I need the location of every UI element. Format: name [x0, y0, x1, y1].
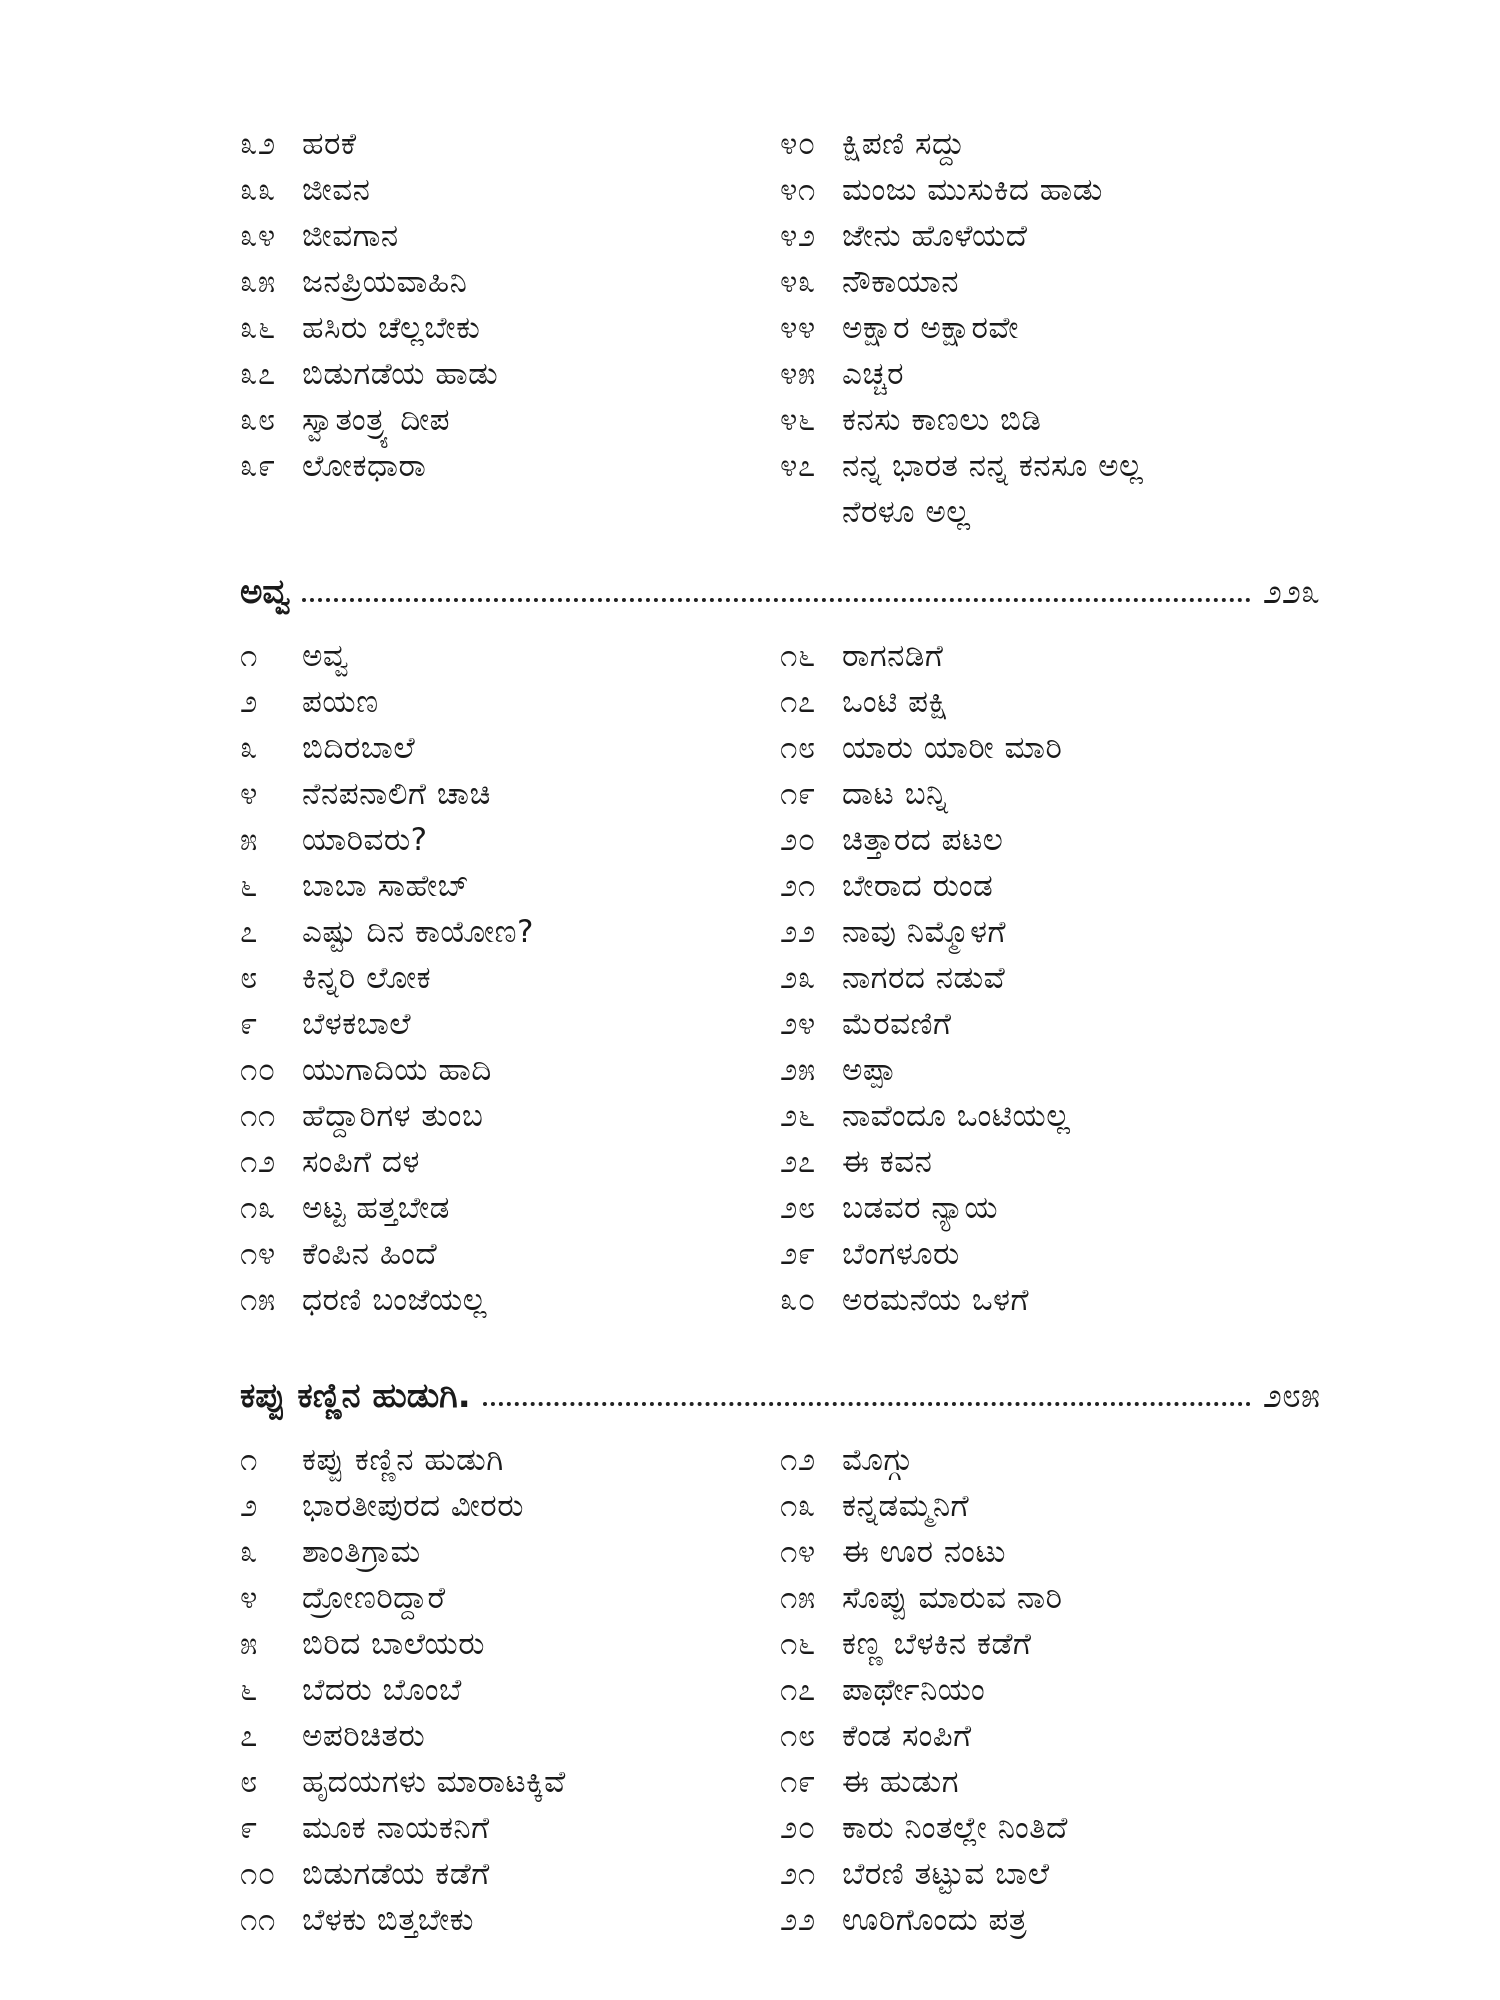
entry-number: ೪೧ [780, 172, 816, 208]
entry-number: ೩೨ [240, 126, 276, 162]
toc-entry [240, 1670, 462, 1710]
entry-title: ಕೆಂಡ ಸಂಪಿಗೆ [842, 1718, 972, 1754]
entry-number: ೩೩ [240, 172, 276, 208]
toc-entry [240, 124, 357, 164]
entry-title: ಕಣ್ಣ ಬೆಳಕಿನ ಕಡೆಗೆ [842, 1626, 1032, 1662]
entry-number: ೬ [240, 868, 258, 904]
entry-title: ಜನಪ್ರಿಯವಾಹಿನಿ [302, 264, 468, 300]
section-title: ಕಪ್ಪು ಕಣ್ಣಿನ ಹುಡುಗಿ. [240, 1376, 471, 1416]
toc-entry [240, 1578, 446, 1618]
entry-title: ಹೃದಯಗಳು ಮಾರಾಟಕ್ಕಿವೆ [302, 1764, 566, 1800]
entry-title: ಲೋಕಧಾರಾ [302, 448, 427, 484]
toc-entry [780, 170, 1103, 210]
entry-title: ಕಿನ್ನರಿ ಲೋಕ [302, 960, 432, 996]
entry-title: ಅರಮನೆಯ ಒಳಗೆ [842, 1282, 1030, 1318]
entry-title: ನಾವು ನಿಮ್ಮೊಳಗೆ [842, 914, 1007, 950]
toc-entry [240, 1716, 425, 1756]
entry-title: ಜೀವಗಾನ [302, 218, 399, 254]
entry-number: ೬ [240, 1672, 258, 1708]
entry-title: ಬಿದಿರಬಾಲೆ [302, 730, 416, 766]
entry-number: ೧೩ [780, 1488, 816, 1524]
entry-title: ಯುಗಾದಿಯ ಹಾದಿ [302, 1052, 492, 1088]
toc-entry [780, 400, 1041, 440]
toc-entry [780, 1808, 1068, 1848]
toc-entry [240, 682, 379, 722]
entry-title: ಕ್ಷಿಪಣಿ ಸದ್ದು [842, 126, 966, 162]
entry-number: ೨೨ [780, 1902, 816, 1938]
toc-entry [780, 1670, 985, 1710]
entry-title: ನೆರಳೂ ಅಲ್ಲ [842, 494, 971, 530]
toc-entry-continuation [842, 492, 971, 532]
entry-title: ಹೆದ್ದಾರಿಗಳ ತುಂಬ [302, 1098, 484, 1134]
entry-number: ೮ [240, 1764, 258, 1800]
toc-entry [240, 446, 426, 486]
toc-entry [240, 820, 428, 860]
entry-title: ಸ್ವಾತಂತ್ರ್ಯ ದೀಪ [302, 402, 451, 438]
entry-title: ಕಾರು ನಿಂತಲ್ಲೇ ನಿಂತಿದೆ [842, 1810, 1068, 1846]
entry-number: ೧೩ [240, 1190, 276, 1226]
entry-number: ೮ [240, 960, 258, 996]
entry-title: ಮೂಕ ನಾಯಕನಿಗೆ [302, 1810, 490, 1846]
entry-number: ೩೪ [240, 218, 276, 254]
entry-title: ಜೀವನ [302, 172, 371, 208]
toc-entry [780, 958, 1005, 998]
entry-title: ಅಪ್ಪಾ [842, 1052, 897, 1088]
entry-number: ೪ [240, 776, 258, 812]
entry-title: ಸಂಪಿಗೆ ದಳ [302, 1144, 420, 1180]
entry-number: ೧೧ [240, 1902, 276, 1938]
entry-title: ರಾಗನಡಿಗೆ [842, 638, 944, 674]
entry-title: ಮೆರವಣಿಗೆ [842, 1006, 952, 1042]
entry-title: ಬಡವರ ನ್ಯಾಯ [842, 1190, 999, 1226]
entry-title: ಪಯಣ [302, 684, 379, 720]
toc-entry [240, 1050, 492, 1090]
dot-leader [483, 1402, 1251, 1406]
toc-entry [780, 820, 1003, 860]
entry-title: ನೆನಪನಾಲಿಗೆ ಚಾಚಿ [302, 776, 491, 812]
entry-number: ೧ [240, 1442, 258, 1478]
entry-title: ನನ್ನ ಭಾರತ ನನ್ನ ಕನಸೂ ಅಲ್ಲ [842, 448, 1144, 484]
entry-title: ಅಪರಿಚಿತರು [302, 1718, 426, 1754]
toc-entry [240, 1004, 411, 1044]
entry-title: ಯಾರು ಯಾರೀ ಮಾರಿ [842, 730, 1063, 766]
toc-entry [240, 354, 498, 394]
entry-number: ೧೭ [780, 684, 816, 720]
entry-number: ೪೨ [780, 218, 816, 254]
entry-number: ೪೩ [780, 264, 816, 300]
entry-number: ೨೯ [780, 1236, 816, 1272]
toc-entry [780, 1578, 1062, 1618]
toc-entry [240, 308, 480, 348]
entry-title: ಕೆಂಪಿನ ಹಿಂದೆ [302, 1236, 438, 1272]
toc-entry [780, 1050, 897, 1090]
toc-entry [240, 912, 534, 952]
toc-entry [240, 1624, 485, 1664]
section-title: ಅವ್ವ [240, 572, 291, 612]
entry-title: ದಾಟ ಬನ್ನಿ [842, 776, 948, 812]
entry-number: ೨೮ [780, 1190, 816, 1226]
entry-title: ಧರಣಿ ಬಂಜೆಯಲ್ಲ [302, 1282, 488, 1318]
entry-number: ೫ [240, 1626, 258, 1662]
entry-number: ೨೬ [780, 1098, 816, 1134]
entry-number: ೧೭ [780, 1672, 816, 1708]
entry-title: ಯಾರಿವರು? [302, 822, 428, 858]
entry-title: ಬೆರಣಿ ತಟ್ಟುವ ಬಾಲೆ [842, 1856, 1050, 1892]
entry-number: ೧೪ [780, 1534, 816, 1570]
entry-number: ೩ [240, 1534, 258, 1570]
entry-title: ನಾಗರದ ನಡುವೆ [842, 960, 1006, 996]
entry-title: ಊರಿಗೊಂದು ಪತ್ರ [842, 1902, 1028, 1938]
entry-title: ಬಿರಿದ ಬಾಲೆಯರು [302, 1626, 485, 1662]
entry-title: ಅಟ್ಟ ಹತ್ತಬೇಡ [302, 1190, 450, 1226]
entry-number: ೪೭ [780, 448, 816, 484]
section-heading [240, 562, 1320, 612]
entry-title: ಮಂಜು ಮುಸುಕಿದ ಹಾಡು [842, 172, 1103, 208]
entry-title: ಒಂಟಿ ಪಕ್ಷಿ [842, 684, 949, 720]
toc-entry [780, 636, 943, 676]
entry-title: ಕನ್ನಡಮ್ಮನಿಗೆ [842, 1488, 970, 1524]
toc-entry [780, 354, 904, 394]
toc-entry [780, 1142, 932, 1182]
entry-title: ಬೆಳಕಬಾಲೆ [302, 1006, 412, 1042]
entry-title: ಕಪ್ಪು ಕಣ್ಣಿನ ಹುಡುಗಿ [302, 1442, 504, 1478]
entry-number: ೨ [240, 684, 258, 720]
toc-entry [240, 1096, 483, 1136]
entry-number: ೧ [240, 638, 258, 674]
entry-number: ೪೪ [780, 310, 816, 346]
entry-title: ಈ ಕವನ [842, 1144, 933, 1180]
toc-entry [780, 866, 993, 906]
toc-entry [780, 728, 1062, 768]
entry-number: ೭ [240, 1718, 258, 1754]
toc-entry [780, 1234, 960, 1274]
entry-title: ನೌಕಾಯಾನ [842, 264, 960, 300]
entry-number: ೧೮ [780, 730, 816, 766]
toc-entry [780, 682, 948, 722]
entry-number: ೧೯ [780, 776, 816, 812]
toc-entry [780, 912, 1006, 952]
entry-number: ೨೪ [780, 1006, 816, 1042]
toc-entry [240, 1440, 504, 1480]
toc-entry [780, 774, 948, 814]
entry-number: ೧೨ [240, 1144, 276, 1180]
toc-entry [780, 446, 1143, 486]
toc-entry [240, 866, 469, 906]
entry-title: ಎಚ್ಚರ [842, 356, 905, 392]
entry-number: ೪೦ [780, 126, 816, 162]
entry-title: ಬಿಡುಗಡೆಯ ಕಡೆಗೆ [302, 1856, 490, 1892]
entry-title: ಬಾಬಾ ಸಾಹೇಬ್ [302, 868, 470, 904]
entry-number: ೨ [240, 1488, 258, 1524]
entry-title: ಹಸಿರು ಚೆಲ್ಲಬೇಕು [302, 310, 481, 346]
toc-entry [240, 170, 370, 210]
toc-entry [240, 216, 399, 256]
dot-leader [302, 598, 1251, 602]
toc-entry [780, 124, 965, 164]
toc-entry [240, 1762, 566, 1802]
toc-entry [240, 1532, 421, 1572]
entry-title: ಸೊಪ್ಪು ಮಾರುವ ನಾರಿ [842, 1580, 1063, 1616]
entry-title: ಚಿತ್ತಾರದ ಪಟಲ [842, 822, 1004, 858]
entry-title: ಅವ್ವ [302, 638, 349, 674]
entry-number: ೨೧ [780, 868, 816, 904]
entry-number: ೩ [240, 730, 258, 766]
entry-title: ಪಾರ್ಥೇನಿಯಂ [842, 1672, 986, 1708]
toc-entry [780, 1188, 998, 1228]
entry-number: ೪೫ [780, 356, 816, 392]
entry-number: ೧೯ [780, 1764, 816, 1800]
toc-entry [780, 216, 1028, 256]
toc-entry [240, 400, 450, 440]
entry-number: ೩೭ [240, 356, 276, 392]
toc-entry [240, 636, 349, 676]
toc-entry [780, 262, 959, 302]
entry-number: ೨೧ [780, 1856, 816, 1892]
entry-number: ೧೫ [240, 1282, 276, 1318]
toc-entry [780, 1486, 969, 1526]
entry-title: ಜೇನು ಹೊಳೆಯದೆ [842, 218, 1028, 254]
entry-number: ೧೪ [240, 1236, 276, 1272]
toc-entry [780, 1854, 1050, 1894]
entry-number: ೨೭ [780, 1144, 816, 1180]
entry-number: ೨೩ [780, 960, 816, 996]
page-number: ೨೨೩ [1262, 572, 1320, 612]
entry-title: ನಾವೆಂದೂ ಒಂಟಿಯಲ್ಲ [842, 1098, 1071, 1134]
toc-entry [240, 1854, 490, 1894]
toc-entry [240, 262, 467, 302]
toc-entry [240, 1234, 437, 1274]
entry-number: ೯ [240, 1006, 258, 1042]
toc-entry [240, 1486, 524, 1526]
toc-entry [240, 1280, 487, 1320]
section-heading [240, 1366, 1320, 1416]
entry-number: ೧೧ [240, 1098, 276, 1134]
entry-number: ೧೨ [780, 1442, 816, 1478]
entry-number: ೧೦ [240, 1052, 276, 1088]
toc-entry [240, 728, 415, 768]
toc-entry [780, 308, 1019, 348]
toc-entry [240, 774, 491, 814]
toc-entry [240, 958, 431, 998]
entry-number: ೩೬ [240, 310, 276, 346]
toc-entry [240, 1808, 490, 1848]
toc-entry [780, 1096, 1071, 1136]
entry-title: ಎಷ್ಟು ದಿನ ಕಾಯೋಣ? [302, 914, 534, 950]
entry-title: ಬೆಳಕು ಬಿತ್ತಬೇಕು [302, 1902, 474, 1938]
entry-number: ೪ [240, 1580, 258, 1616]
page-number: ೨೮೫ [1262, 1376, 1320, 1416]
toc-entry [780, 1280, 1029, 1320]
entry-title: ಮೊಗ್ಗು [842, 1442, 913, 1478]
entry-number: ೨೫ [780, 1052, 816, 1088]
entry-number: ೭ [240, 914, 258, 950]
entry-number: ೫ [240, 822, 258, 858]
entry-number: ೧೦ [240, 1856, 276, 1892]
entry-title: ದ್ರೋಣರಿದ್ದಾರೆ [302, 1580, 446, 1616]
entry-number: ೩೫ [240, 264, 276, 300]
entry-number: ೧೬ [780, 1626, 816, 1662]
entry-number: ೨೨ [780, 914, 816, 950]
toc-entry [240, 1142, 420, 1182]
toc-entry [780, 1762, 959, 1802]
entry-number: ೨೦ [780, 822, 816, 858]
entry-title: ಹರಕೆ [302, 126, 357, 162]
entry-number: ೩೦ [780, 1282, 816, 1318]
entry-number: ೩೮ [240, 402, 276, 438]
toc-entry [780, 1624, 1031, 1664]
entry-title: ಈ ಹುಡುಗ [842, 1764, 959, 1800]
entry-title: ಬಿಡುಗಡೆಯ ಹಾಡು [302, 356, 499, 392]
toc-entry [780, 1716, 972, 1756]
entry-number: ೩೯ [240, 448, 276, 484]
toc-entry [780, 1440, 912, 1480]
toc-entry [780, 1004, 951, 1044]
entry-number: ೯ [240, 1810, 258, 1846]
entry-number: ೧೬ [780, 638, 816, 674]
entry-title: ಈ ಊರ ನಂಟು [842, 1534, 1006, 1570]
entry-title: ಶಾಂತಿಗ್ರಾಮ [302, 1534, 421, 1570]
entry-number: ೧೮ [780, 1718, 816, 1754]
entry-number: ೧೫ [780, 1580, 816, 1616]
toc-entry [780, 1900, 1027, 1940]
toc-entry [240, 1900, 474, 1940]
entry-number: ೪೬ [780, 402, 816, 438]
entry-title: ಅಕ್ಷಾರ ಅಕ್ಷಾರವೇ [842, 310, 1019, 346]
entry-title: ಬೇರಾದ ರುಂಡ [842, 868, 994, 904]
entry-number: ೨೦ [780, 1810, 816, 1846]
entry-title: ಕನಸು ಕಾಣಲು ಬಿಡಿ [842, 402, 1042, 438]
entry-title: ಬೆಂಗಳೂರು [842, 1236, 960, 1272]
toc-entry [780, 1532, 1006, 1572]
entry-title: ಬೆದರು ಬೊಂಬೆ [302, 1672, 462, 1708]
toc-entry [240, 1188, 450, 1228]
entry-title: ಭಾರತೀಪುರದ ವೀರರು [302, 1488, 524, 1524]
